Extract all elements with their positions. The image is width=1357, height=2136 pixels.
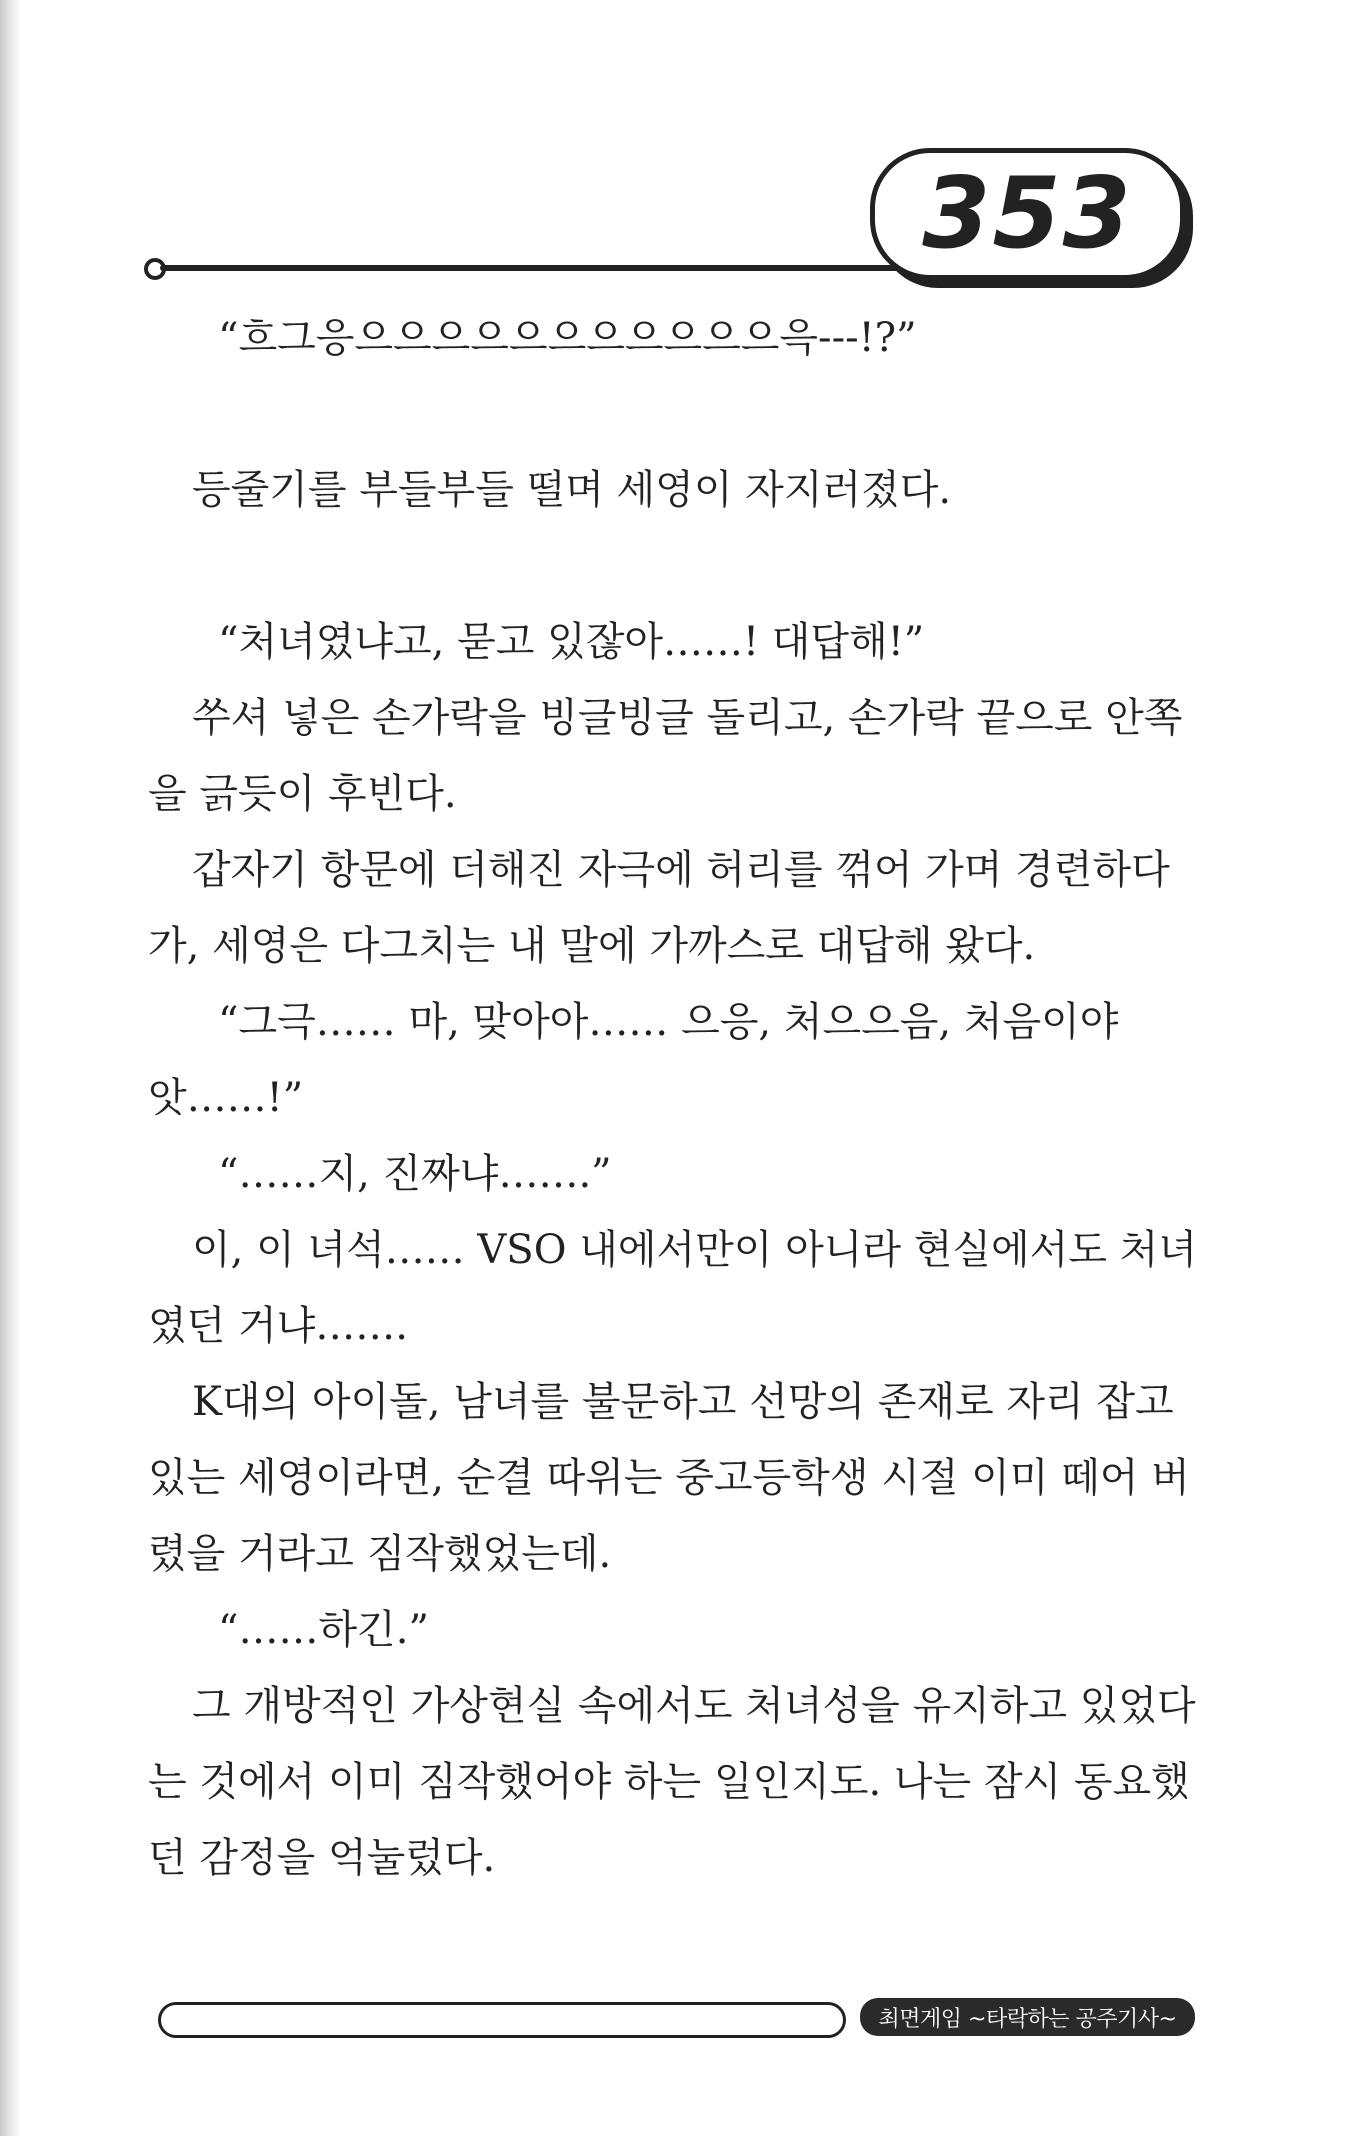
paragraph: 쑤셔 넣은 손가락을 빙글빙글 돌리고, 손가락 끝으로 안쪽을 긁듯이 후빈다. xyxy=(148,695,1183,817)
paragraph: “……하긴.” xyxy=(218,1607,429,1653)
footer-bar xyxy=(158,2002,846,2038)
paragraph: “그극…… 마, 맞아아…… 으응, 처으으음, 처음이야앗……!” xyxy=(148,999,1119,1121)
footer-book-title: 최면게임 ~타락하는 공주기사~ xyxy=(860,1998,1195,2036)
paragraph: 이, 이 녀석…… VSO 내에서만이 아니라 현실에서도 처녀였던 거냐……. xyxy=(148,1227,1197,1349)
paragraph: 갑자기 항문에 더해진 자극에 허리를 꺾어 가며 경련하다가, 세영은 다그치는 내 말에 가까스로 대답해 왔다. xyxy=(148,847,1170,969)
page-number: 353 xyxy=(922,157,1133,271)
paragraph-gap xyxy=(148,528,1218,604)
paragraph: 그 개방적인 가상현실 속에서도 처녀성을 유지하고 있었다는 것에서 이미 짐작했어야 하는 일인지도. 나는 잠시 동요했던 감정을 억눌렀다. xyxy=(148,1683,1196,1881)
paragraph-gap xyxy=(148,376,1218,452)
paragraph: “흐그응으으으으으으으으으으으윽---!?” xyxy=(218,315,917,361)
body-text xyxy=(148,300,1218,1896)
paragraph: “처녀였냐고, 묻고 있잖아……! 대답해!” xyxy=(218,619,925,665)
header-rule xyxy=(160,265,900,271)
page-edge-shadow xyxy=(0,0,22,2136)
paragraph: K대의 아이돌, 남녀를 불문하고 선망의 존재로 자리 잡고 있는 세영이라면, 순결 따위는 중고등학생 시절 이미 떼어 버렸을 거라고 짐작했었는데. xyxy=(148,1379,1190,1577)
page-number-badge xyxy=(870,148,1185,280)
paragraph: 등줄기를 부들부들 떨며 세영이 자지러졌다. xyxy=(192,467,952,513)
paragraph: “……지, 진짜냐…….” xyxy=(218,1151,612,1197)
